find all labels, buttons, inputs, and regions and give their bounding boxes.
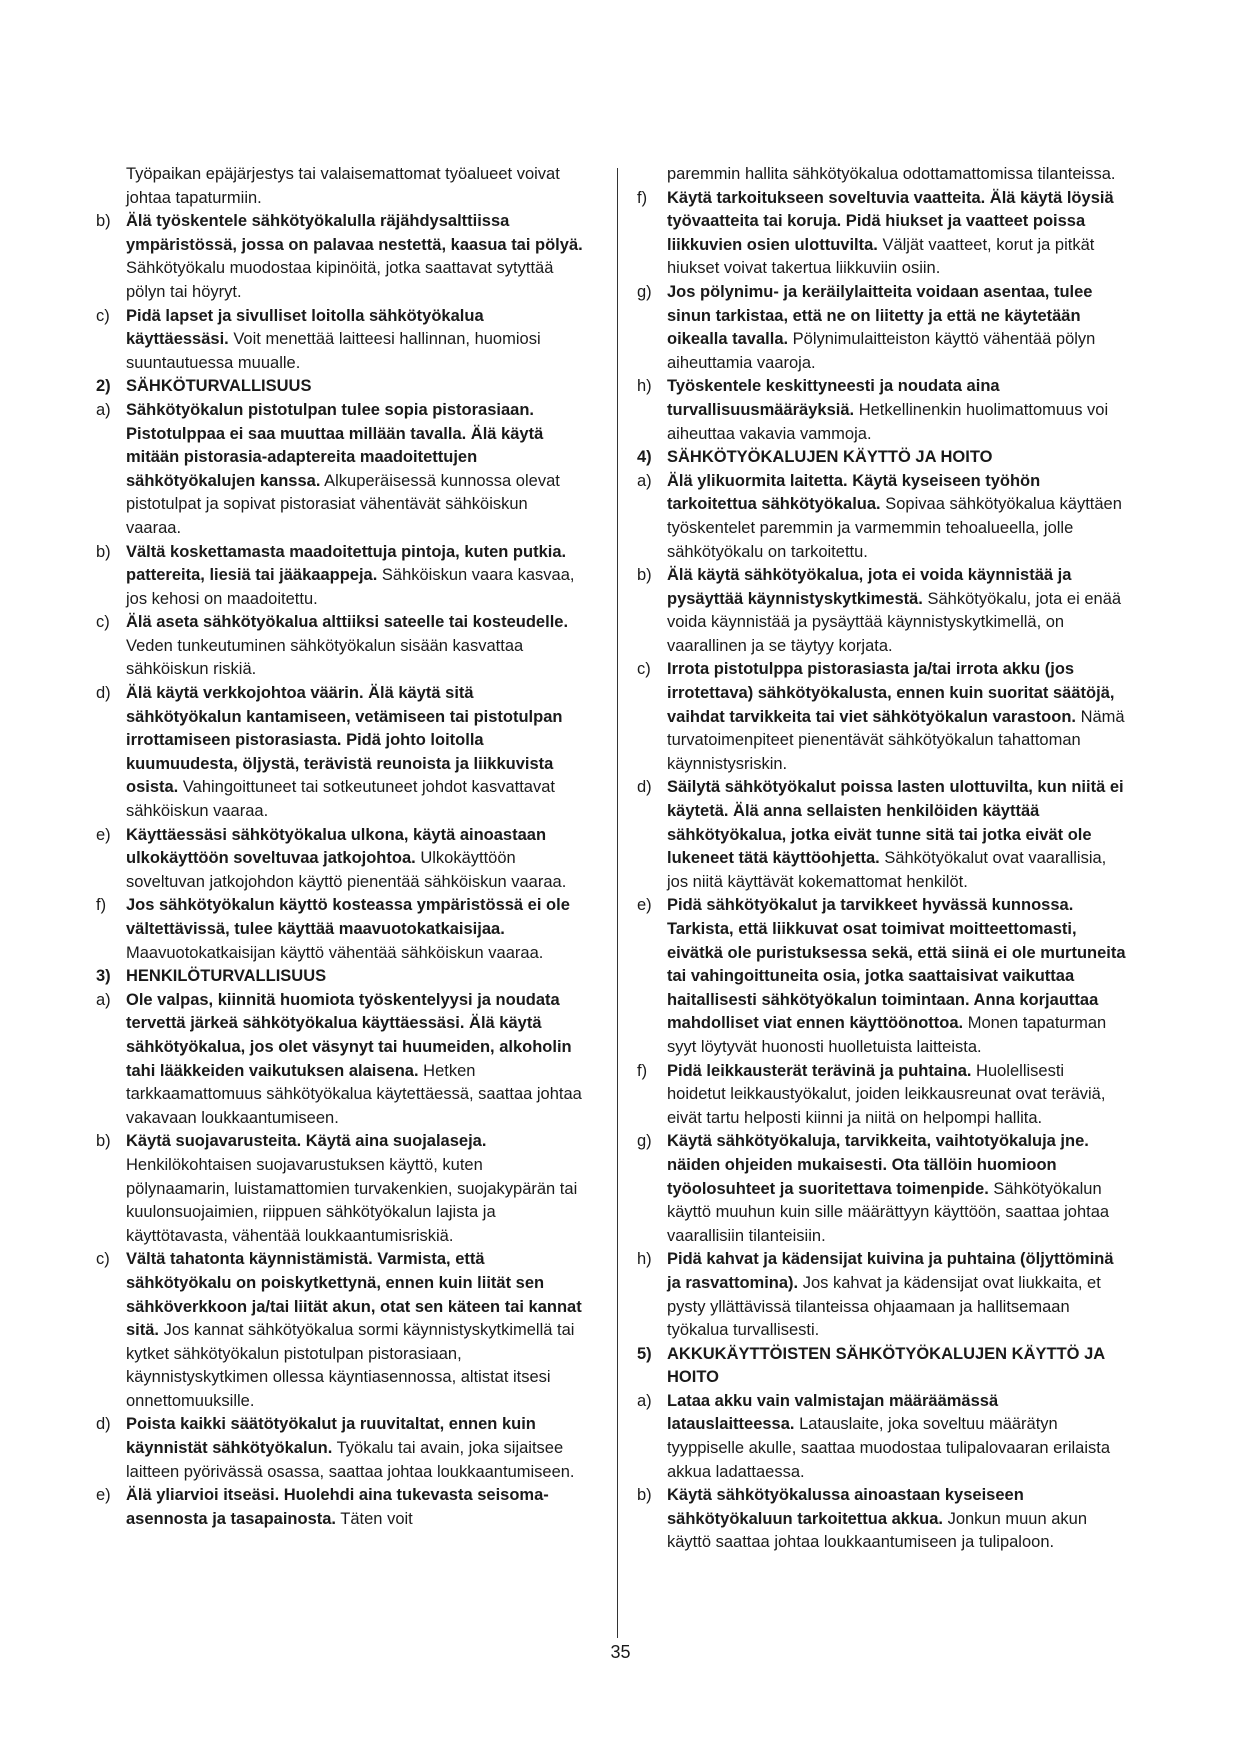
item-3e [96, 1484, 586, 1531]
item-bold-text: Säilytä sähkötyökalut poissa lasten ulottuvilta, kun niitä ei käytetä. Älä anna sellaisten henkilöiden käyttää sähkötyökalua, jotka eivät tunne sitä tai jotka eivät ole lukeneet tätä käyttöohjetta. [667, 778, 1124, 868]
item-text: Täten voit [336, 1509, 413, 1528]
item-text: Veden tunkeutuminen sähkötyökalun sisään kasvattaa sähköiskun riskiä. [126, 636, 524, 679]
item-bold-text: Käytä sähkötyökalussa ainoastaan kyseiseen sähkötyökaluun tarkoitettua akkua. [667, 1486, 1024, 1528]
item-4c [637, 658, 1127, 776]
item-bold-text: Irrota pistotulppa pistorasiasta ja/tai irrota akku (jos irrotettava) sähkötyökalusta, ennen kuin suoritat säätöjä, vaihdat tarvikkeita tai viet sähkötyökalun varastoon. [667, 660, 1115, 726]
item-label: b) [96, 542, 111, 561]
item-label: f) [637, 1061, 648, 1080]
item-label: e) [637, 896, 652, 915]
item-label: c) [637, 660, 651, 679]
item-bold-text: Lataa akku vain valmistajan määräämässä latauslaitteessa. [667, 1391, 999, 1434]
item-2a [96, 399, 586, 541]
item-bold-text: Käytä suojavarusteita. Käytä aina suojalaseja. [126, 1132, 487, 1151]
item-text: Sähkötyökalun käyttö muuhun kuin sille määrättyyn käyttöön, saattaa johtaa vaarallisiin tilanteisiin. [667, 1179, 1110, 1245]
item-label: e) [96, 1486, 111, 1505]
section-heading-5 [637, 1343, 1127, 1390]
item-text: Nämä turvatoimenpiteet pienentävät sähkötyökalun tahattoman käynnistysriskin. [667, 707, 1125, 773]
item-text: Voit menettää laitteesi hallinnan, huomiosi suuntautuessa muualle. [126, 330, 541, 372]
continued-paragraph: paremmin hallita sähkötyökalua odottamattomissa tilanteissa. [667, 165, 1116, 183]
item-text: Maavuotokatkaisijan käyttö vähentää sähköiskun vaaraa. [126, 943, 544, 962]
item-bold-text: Älä käytä verkkojohtoa väärin. Älä käytä sitä sähkötyökalun kantamiseen, vetämiseen tai pistotulpan irrottamiseen pistorasiasta. Pidä johto loitolla kuumuudesta, öljystä, terävistä reunoista ja liikkuvista osista. [126, 684, 563, 797]
item-label: f) [637, 188, 648, 207]
heading-number: 3) [96, 967, 111, 986]
item-bold-text: Käyttäessäsi sähkötyökalua ulkona, käytä ainoastaan ulkokäyttöön soveltuvaa jatkojohtoa. [126, 825, 547, 868]
item-bold-text: Sähkötyökalun pistotulpan tulee sopia pistorasiaan. Pistotulppaa ei saa muuttaa millään tavalla. Älä käytä mitään pistorasia-adaptereita maadoitettujen sähkötyökalujen kanssa. [126, 400, 544, 490]
heading-text: AKKUKÄYTTÖISTEN SÄHKÖTYÖKALUJEN KÄYTTÖ JA HOITO [667, 1344, 1105, 1387]
item-3b [96, 1130, 586, 1248]
item-text: Henkilökohtaisen suojavarustuksen käyttö, kuten pölynaamarin, luistamattomien turvakenkien, suojakypärän tai kuulonsuojaimien, riippuen sähkötyökalun lajista ja käyttötavasta, vähentää loukkaantumisriskiä. [126, 1155, 578, 1245]
heading-text: SÄHKÖTYÖKALUJEN KÄYTTÖ JA HOITO [667, 448, 993, 467]
item-4b [637, 564, 1127, 658]
item-label: h) [637, 1250, 652, 1269]
item-2e [96, 824, 586, 895]
section-heading-4 [637, 446, 1127, 470]
item-5a [637, 1390, 1127, 1484]
item-text: Sähkötyökalu muodostaa kipinöitä, jotka saattavat sytyttää pölyn tai höyryt. [126, 259, 554, 301]
item-text: Jos kannat sähkötyökalua sormi käynnistyskytkimellä tai kytket sähkötyökalun pistotulpan pistorasiaan, käynnistyskytkimen ollessa käyntiasennossa, altistat itsesi onnettomuuksille. [126, 1321, 575, 1410]
item-text: Työkalu tai avain, joka sijaitsee laitteen pyörivässä osassa, saattaa johtaa loukkaantumiseen. [126, 1439, 575, 1481]
item-4d [637, 776, 1127, 894]
item-bold-text: Älä aseta sähkötyökalua alttiiksi sateelle tai kosteudelle. [126, 613, 569, 632]
heading-number: 2) [96, 377, 111, 396]
item-bold-text: Pidä sähkötyökalut ja tarvikkeet hyvässä kunnossa. Tarkista, että liikkuvat osat toimivat moitteettomasti, eivätkä ole puristuksessa sekä, että siinä ei ole murtuneita tai vahingoittuneita osia, jotka saattaisivat vaikuttaa haitallisesti sähkötyökalun toimintaan. Anna korjauttaa mahdolliset viat ennen käyttöönottoa. [667, 896, 1126, 1033]
item-text: Pölynimulaitteiston käyttö vähentää pölyn aiheuttamia vaaroja. [667, 330, 1096, 372]
item-label: e) [96, 825, 111, 844]
item-text: Alkuperäisessä kunnossa olevat pistotulpat ja sopivat pistorasiat vähentävät sähköiskun vaaraa. [126, 471, 560, 537]
item-text: Jos kahvat ja kädensijat ovat liukkaita, et pysty yllättävissä tilanteissa ohjaamaan ja hallitsemaan työkalua turvallisesti. [667, 1273, 1101, 1340]
item-label: d) [637, 778, 652, 797]
item-4h [637, 1248, 1127, 1342]
item-text: Sopivaa sähkötyökalua käyttäen työskentelet paremmin ja varmemmin tehoalueella, jolle sähkötyökalu on tarkoitettu. [667, 495, 1122, 561]
item-text: Latauslaite, joka soveltuu määrätyn tyyppiselle akulle, saattaa muodostaa tulipalovaaran erilaista akkua ladattaessa. [667, 1415, 1111, 1481]
item-label: c) [96, 306, 110, 325]
item-label: a) [96, 990, 111, 1009]
heading-number: 4) [637, 448, 652, 467]
item-bold-text: Jos pölynimu- ja keräilylaitteita voidaan asentaa, tulee sinun tarkistaa, että ne on liitetty ja että ne käytetään oikealla tavalla. [667, 282, 1093, 349]
item-bold-text: Pidä leikkausterät terävinä ja puhtaina. [667, 1061, 972, 1080]
item-4e [637, 894, 1127, 1059]
item-1c [96, 305, 586, 376]
item-bold-text: Käytä tarkoitukseen soveltuvia vaatteita. Älä käytä löysiä työvaatteita tai koruja. Pidä hiukset ja vaatteet poissa liikkuvien osien ulottuvilta. [667, 188, 1114, 254]
item-2f [96, 894, 586, 965]
item-label: g) [637, 1132, 652, 1151]
item-3f [637, 187, 1127, 281]
item-bold-text: Älä yliarvioi itseäsi. Huolehdi aina tukevasta seisoma-asennosta ja tasapainosta. [126, 1486, 549, 1528]
item-bold-text: Älä työskentele sähkötyökalulla räjähdysalttiissa ympäristössä, jossa on palavaa nestettä, kaasua tai pölyä. [126, 212, 583, 254]
item-bold-text: Vältä koskettamasta maadoitettuja pintoja, kuten putkia. pattereita, liesiä tai jääkaappeja. [126, 542, 567, 585]
item-text: Sähköiskun vaara kasvaa, jos kehosi on maadoitettu. [126, 566, 575, 608]
item-label: a) [96, 400, 111, 419]
item-label: a) [637, 1391, 652, 1410]
item-label: b) [637, 1486, 652, 1505]
heading-number: 5) [637, 1344, 652, 1363]
item-text: Hetken tarkkaamattomuus sähkötyökalua käytettäessä, saattaa johtaa vakavaan loukkaantumiseen. [126, 1061, 582, 1127]
item-label: d) [96, 684, 111, 703]
item-bold-text: Jos sähkötyökalun käyttö kosteassa ympäristössä ei ole vältettävissä, tulee käyttää maavuotokatkaisijaa. [126, 896, 570, 938]
continued-paragraph: Työpaikan epäjärjestys tai valaisemattomat työalueet voivat johtaa tapaturmiin. [126, 165, 560, 207]
item-4f [637, 1060, 1127, 1131]
column-divider [617, 168, 618, 1638]
item-3g [637, 281, 1127, 375]
item-text: Ulkokäyttöön soveltuvan jatkojohdon käyttö pienentää sähköiskun vaaraa. [126, 849, 567, 891]
item-label: b) [96, 212, 111, 231]
item-label: a) [637, 471, 652, 490]
right-column [637, 163, 1127, 1555]
item-label: b) [637, 566, 652, 585]
item-label: c) [96, 613, 110, 632]
heading-text: HENKILÖTURVALLISUUS [126, 967, 327, 986]
item-text: Väljät vaatteet, korut ja pitkät hiukset voivat takertua liikkuviin osiin. [667, 235, 1095, 278]
section-heading-3 [96, 965, 586, 989]
item-bold-text: Älä ylikuormita laitetta. Käytä kyseiseen työhön tarkoitettua sähkötyökalua. [667, 471, 1041, 514]
item-bold-text: Poista kaikki säätötyökalut ja ruuvitaltat, ennen kuin käynnistät sähkötyökalun. [126, 1415, 536, 1458]
item-1b [96, 210, 586, 304]
item-4g [637, 1130, 1127, 1248]
item-3d [96, 1413, 586, 1484]
item-2d [96, 682, 586, 824]
item-bold-text: Vältä tahatonta käynnistämistä. Varmista, että sähkötyökalu on poiskytkettynä, ennen kuin liität sen sähköverkkoon ja/tai liität akun, otat sen käteen tai kannat sitä. [126, 1250, 582, 1340]
item-4a [637, 470, 1127, 564]
item-text: Hetkellinenkin huolimattomuus voi aiheuttaa vakavia vammoja. [667, 400, 1109, 443]
left-column [96, 163, 586, 1531]
item-text: Sähkötyökalu, jota ei enää voida käynnistää ja pysäyttää käynnistyskytkimellä, on vaarallinen ja se täytyy korjata. [667, 589, 1122, 655]
item-text: Vahingoittuneet tai sotkeutuneet johdot kasvattavat sähköiskun vaaraa. [126, 778, 555, 821]
item-bold-text: Työskentele keskittyneesti ja noudata aina turvallisuusmääräyksiä. [667, 377, 1000, 419]
item-bold-text: Pidä kahvat ja kädensijat kuivina ja puhtaina (öljyttöminä ja rasvattomina). [667, 1250, 1114, 1292]
item-text: Jonkun muun akun käyttö saattaa johtaa loukkaantumiseen ja tulipaloon. [667, 1509, 1088, 1552]
item-bold-text: Älä käytä sähkötyökalua, jota ei voida käynnistää ja pysäyttää käynnistyskytkimestä. [667, 566, 1072, 608]
item-label: g) [637, 282, 652, 301]
item-text: Sähkötyökalut ovat vaarallisia, jos niitä käyttävät kokemattomat henkilöt. [667, 849, 1107, 891]
item-label: d) [96, 1415, 111, 1434]
item-bold-text: Pidä lapset ja sivulliset loitolla sähkötyökalua käyttäessäsi. [126, 306, 484, 349]
item-bold-text: Ole valpas, kiinnitä huomiota työskentelyysi ja noudata tervettä järkeä sähkötyökalua käyttäessäsi. Älä käytä sähkötyökalua, jos olet väsynyt tai huumeiden, alkoholin tahi lääkkeiden vaikutuksen alaisena. [126, 990, 572, 1080]
item-label: f) [96, 896, 107, 915]
item-2c [96, 611, 586, 682]
item-text: Huolellisesti hoidetut leikkaustyökalut, joiden leikkausreunat ovat teräviä, eivät tartu helposti kiinni ja niitä on helpompi hallita. [667, 1061, 1106, 1127]
item-3a [96, 989, 586, 1131]
item-label: c) [96, 1250, 110, 1269]
heading-text: SÄHKÖTURVALLISUUS [126, 377, 312, 396]
item-label: h) [637, 377, 652, 396]
item-5b [637, 1484, 1127, 1555]
section-heading-2 [96, 375, 586, 399]
item-label: b) [96, 1132, 111, 1151]
item-bold-text: Käytä sähkötyökaluja, tarvikkeita, vaihtotyökaluja jne. näiden ohjeiden mukaisesti. Ota tällöin huomioon työolosuhteet ja suoritettava toimenpide. [667, 1132, 1089, 1198]
item-3c [96, 1248, 586, 1413]
item-2b [96, 541, 586, 612]
page-number: 35 [610, 1642, 631, 1662]
item-3h [637, 375, 1127, 446]
item-text: Monen tapaturman syyt löytyvät huonosti huolletuista laitteista. [667, 1014, 1107, 1056]
